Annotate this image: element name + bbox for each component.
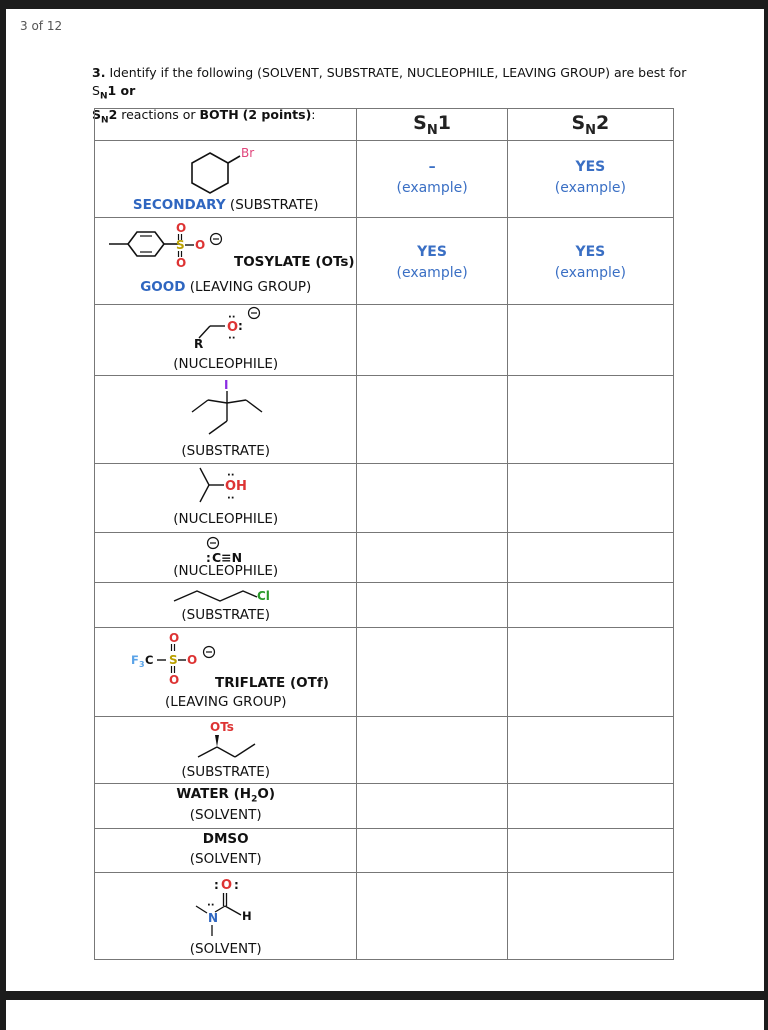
item-cell [95,376,357,464]
alkoxide-structure [95,305,357,355]
table-row [95,784,674,829]
sn1-answer-cell[interactable] [357,717,507,784]
sn1-answer-cell[interactable] [357,376,507,464]
svg-text:O: O [176,256,187,270]
item-cell [95,141,357,218]
tosylate-structure [95,218,357,278]
item-cell [95,628,357,717]
triflate-structure [95,628,357,698]
svg-text:F: F [131,653,139,667]
sn1-answer-cell[interactable] [357,533,507,583]
water-name: WATER $(H_2O)$ [176,786,276,805]
item-cell [95,533,357,583]
sn1-answer-cell[interactable] [357,305,507,376]
svg-text:O: O [169,673,180,687]
table-row [95,583,674,628]
sn-subscript: N [99,91,108,102]
svg-text:R: R [194,337,204,351]
table-row [95,464,674,533]
chloroalkane-structure [95,583,357,609]
sn1-answer-cell[interactable]: YES (example) [357,218,507,305]
item-cell [95,305,357,376]
sn2-answer-cell[interactable] [507,829,673,873]
sn2-answer-cell[interactable] [507,376,673,464]
sn2-answer-cell[interactable] [507,628,673,717]
svg-text:O: O [195,238,206,252]
sn1-answer-cell[interactable] [357,628,507,717]
item-label: (SOLVENT) [189,941,262,957]
svg-text:N: N [208,911,219,925]
svg-text::: : [206,551,211,565]
triflate-name: TRIFLATE (OTf) [215,675,329,691]
item-label: (SUBSTRATE) [181,764,271,780]
sn2-answer-cell[interactable] [507,873,673,960]
item-label: (SUBSTRATE) [181,607,271,623]
item-cell [95,873,357,960]
svg-text:OH: OH [225,479,247,494]
item-cell [95,464,357,533]
svg-text:H: H [242,909,252,923]
svg-text:O: O [187,653,198,667]
sn1-answer-cell[interactable] [357,829,507,873]
sn1-answer-cell[interactable] [357,464,507,533]
isopropanol-structure [95,464,357,509]
table-row [95,533,674,583]
item-label: (SOLVENT) [189,807,262,823]
svg-text::: : [234,878,239,892]
sn2-subscript: N [101,115,109,125]
bromocyclohexane-structure [95,141,357,201]
svg-text:··: ·· [228,312,236,323]
header-sn2: $S_N2$ [507,109,673,141]
table-row [95,873,674,960]
item-label: (NUCLEOPHILE) [173,511,279,527]
svg-text:O: O [176,221,187,235]
question-body: Identify if the following (SOLVENT, SUBSTRATE, NUCLEOPHILE, LEAVING GROUP) are best for S [92,65,687,98]
sn2-answer-cell[interactable]: YES (example) [507,141,673,218]
table-row [95,305,674,376]
sn2-answer-cell[interactable] [507,583,673,628]
svg-text:OTs: OTs [210,720,234,734]
sn1-answer-cell[interactable] [357,873,507,960]
table-row [95,141,674,218]
item-label: SECONDARY (SUBSTRATE) [132,197,319,213]
answer-table [94,108,674,960]
dmf-structure [95,873,357,938]
sn2-prefix: S [92,106,102,122]
item-cell [95,829,357,873]
question-body-2: reactions or [117,106,200,122]
svg-text:··: ·· [227,470,235,481]
sn2-answer-cell[interactable] [507,784,673,829]
item-cell [95,218,357,305]
bromine-label: Br [241,146,255,160]
both-keyword: BOTH [199,106,239,122]
table-row [95,376,674,464]
iodoalkane-structure [95,376,357,446]
page-indicator: 3 of 12 [20,19,63,33]
table-row [95,218,674,305]
svg-text:C: C [145,653,154,667]
item-label: (SUBSTRATE) [181,443,271,459]
svg-text:··: ·· [228,333,236,344]
svg-text:C≡N: C≡N [212,550,243,565]
sn1-suffix: 1 or [107,83,136,98]
header-sn1: $S_N1$ [357,109,507,141]
item-label: (SOLVENT) [189,851,262,867]
tosylate-name: TOSYLATE (OTs) [234,254,355,270]
item-label: (NUCLEOPHILE) [173,356,279,372]
sn2-answer-cell[interactable] [507,464,673,533]
sn2-answer-cell[interactable] [507,533,673,583]
sn1-answer-cell[interactable] [357,583,507,628]
item-label: (LEAVING GROUP) [164,694,287,710]
cyanide-structure [95,533,357,563]
item-cell [95,784,357,829]
sn2-answer-cell[interactable]: YES (example) [507,218,673,305]
header-blank [95,106,357,141]
svg-text:I: I [224,378,229,392]
svg-text:O: O [221,878,233,893]
item-cell [95,583,357,628]
svg-text:Cl: Cl [257,589,270,603]
svg-text:S: S [169,653,178,667]
table-row [95,717,674,784]
points: (2 points) [242,106,312,122]
next-page [6,1000,764,1030]
table-row [95,829,674,873]
question-number: 3. [92,65,106,80]
colon: : [311,106,316,122]
sn1-answer-cell[interactable] [357,784,507,829]
svg-text:··: ·· [227,493,235,504]
item-label: GOOD (LEAVING GROUP) [140,279,312,295]
sn2-answer-cell[interactable] [507,717,673,784]
svg-text::: : [238,319,243,333]
sn1-answer-cell[interactable]: – (example) [357,141,507,218]
header-row [95,109,674,141]
dmso-name: DMSO [202,831,249,847]
svg-text:O: O [169,631,180,645]
svg-text:S: S [176,238,185,252]
svg-text:··: ·· [207,900,215,911]
sn2-suffix: 2 [108,106,118,122]
item-cell [95,717,357,784]
sn2-answer-cell[interactable] [507,305,673,376]
svg-text:O: O [227,320,239,335]
item-label: (NUCLEOPHILE) [173,563,279,579]
svg-text:3: 3 [139,660,145,669]
table-row [95,628,674,717]
secondary-tosylate-structure [95,717,357,767]
svg-text::: : [214,878,219,892]
